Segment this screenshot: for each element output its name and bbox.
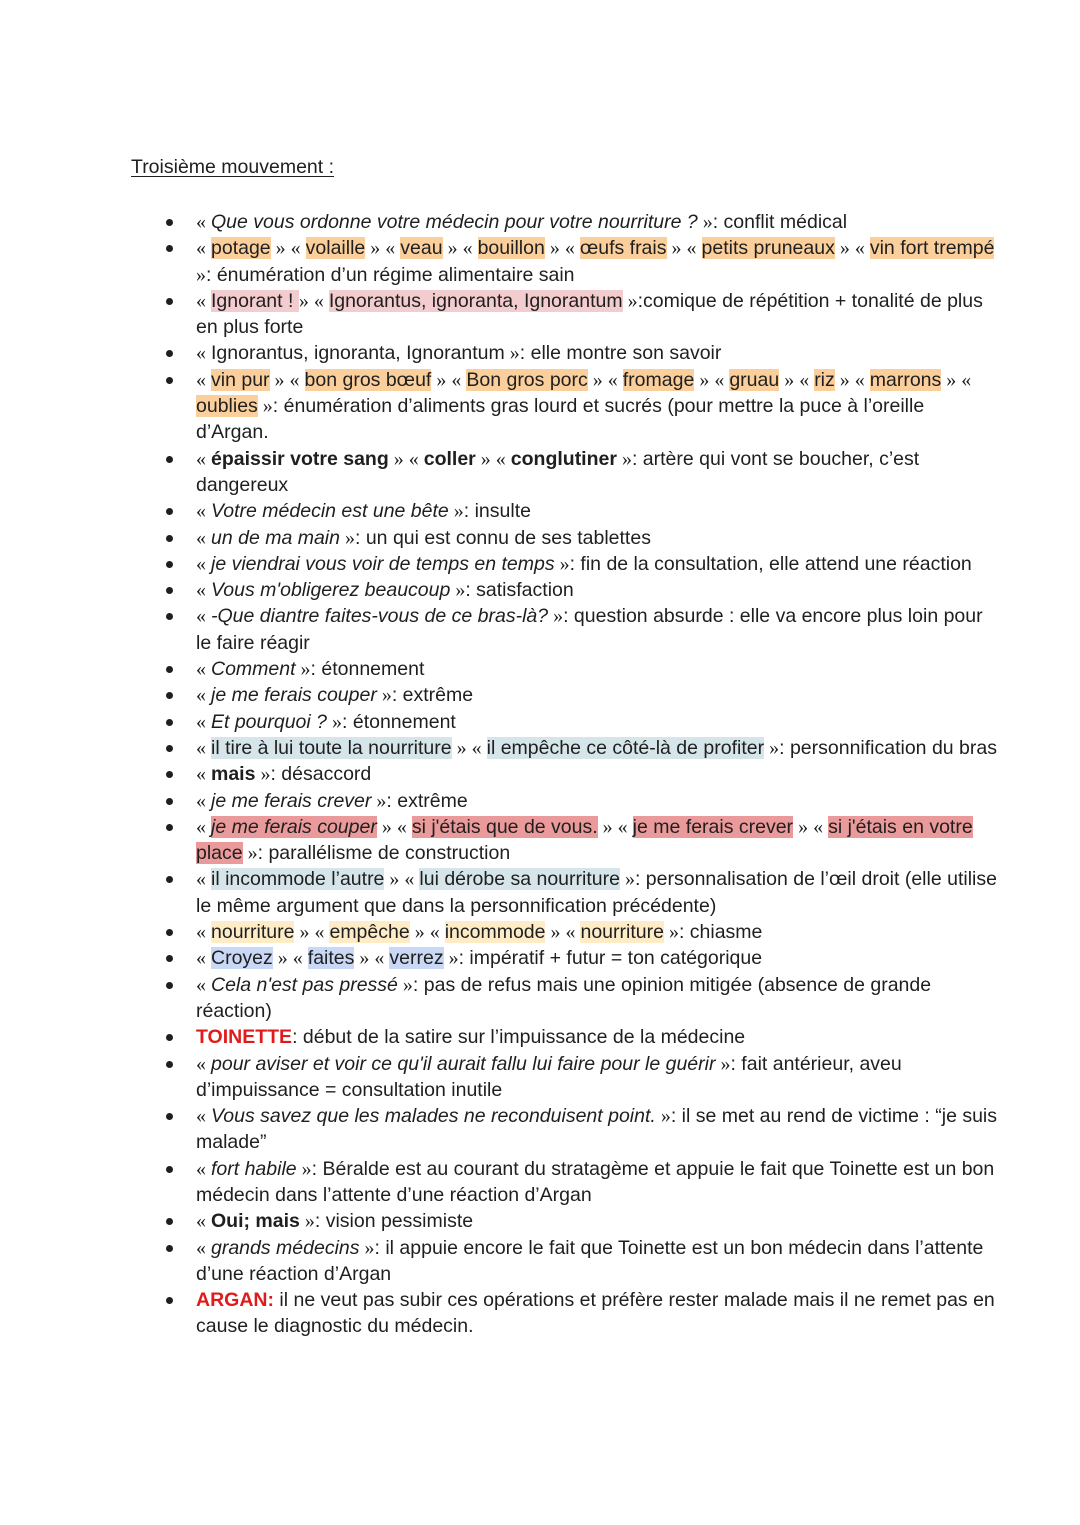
note-item <box>0 761 1000 787</box>
note-text: :comique de répétition + tonalité de plus en plus forte <box>196 289 983 339</box>
quote-marks: « <box>196 526 211 549</box>
quote-marks: » « <box>431 368 467 391</box>
quote-marks: » « <box>941 368 972 391</box>
note-text: : extrême <box>386 789 468 812</box>
note-text: : extrême <box>391 684 474 707</box>
quote-marks: « <box>196 447 211 470</box>
note-text: : un qui est connu de ses tablettes <box>355 526 651 549</box>
quote-marks: » « <box>544 237 580 260</box>
quote-italic: fort habile <box>211 1157 297 1180</box>
note-item <box>0 340 1000 366</box>
note-text: : conflit médical <box>712 211 848 233</box>
quote-marks: « <box>196 1157 211 1180</box>
quote-marks: » « <box>834 237 870 260</box>
highlighted-term: volaille <box>305 237 366 260</box>
quote-marks: » « <box>666 237 702 260</box>
quote-marks: » <box>397 973 413 996</box>
note-text: : début de la satire sur l’impuissance de la médecine <box>292 1026 746 1049</box>
highlighted-term: faites <box>307 947 355 970</box>
highlighted-term: bouillon <box>477 237 545 260</box>
note-item <box>0 814 1000 867</box>
quote-marks: « <box>196 579 211 602</box>
highlighted-term: nourriture <box>211 921 295 944</box>
quote-marks: « <box>196 658 211 681</box>
speaker-name: ARGAN: <box>196 1289 274 1312</box>
quote-italic: pour aviser et voir ce qu'il aurait fallu lui faire pour le guérir <box>211 1052 716 1075</box>
quote-italic: -Que diantre faites-vous de ce bras-là? <box>211 605 549 628</box>
quote-marks: » « <box>298 289 329 312</box>
note-text: : impératif + futur = ton catégorique <box>458 947 763 970</box>
quote-marks: » « <box>793 815 829 838</box>
quote-bold: conglutiner <box>510 447 617 470</box>
note-text: : Béralde est au courant du stratagème et appuie le fait que Toinette est un bon médecin dans l’attente d’une réaction d’Argan <box>196 1157 995 1206</box>
quote-bold: coller <box>423 447 476 470</box>
highlighted-term: empêche <box>329 921 410 944</box>
quote-marks: » <box>242 842 258 865</box>
quote-marks: » « <box>451 736 487 759</box>
quote-marks: » <box>655 1105 671 1128</box>
note-item <box>0 446 1000 499</box>
quote-marks: « <box>196 763 211 786</box>
quote-marks: » <box>504 342 520 365</box>
highlighted-term: Ignorant ! <box>211 289 299 312</box>
quote-bold: Oui; mais <box>211 1210 300 1233</box>
quote-italic: Comment <box>211 658 296 681</box>
note-item <box>0 1103 1000 1156</box>
note-item <box>0 919 1000 945</box>
quote-marks: » <box>622 289 638 312</box>
note-item <box>0 682 1000 708</box>
quote-italic: un de ma main <box>211 526 340 549</box>
highlighted-term: riz <box>814 368 835 391</box>
note-text: : question absurde : elle va encore plus loin pour le faire réagir <box>196 605 983 654</box>
highlighted-term: nourriture <box>580 921 664 944</box>
note-text: : insulte <box>463 500 531 523</box>
note-text: : elle montre son savoir <box>519 342 722 365</box>
quote-marks: » <box>548 605 564 628</box>
quote-marks: « <box>196 605 211 628</box>
quote-marks: » « <box>376 815 412 838</box>
quote-marks: » « <box>294 921 330 944</box>
note-text: : artère qui vont se boucher, c’est dangereux <box>196 447 920 496</box>
quote-marks: « <box>196 789 211 812</box>
quote-marks: « <box>196 815 211 838</box>
note-text: : fin de la consultation, elle attend une réaction <box>569 552 972 575</box>
note-text: : personnification du bras <box>779 736 997 759</box>
quote-marks: « <box>196 1236 211 1259</box>
quote-marks: » <box>663 921 679 944</box>
highlighted-term: il incommode l’autre <box>211 868 385 891</box>
quote-marks: » <box>715 1052 731 1075</box>
quote-italic: je viendrai vous voir de temps en temps <box>211 552 555 575</box>
quote-italic: Et pourquoi ? <box>211 710 328 733</box>
quote-marks: » <box>619 868 635 891</box>
quote-italic: je me ferais couper <box>211 684 377 707</box>
highlighted-term: si j'étais que de vous. <box>411 815 598 838</box>
quote-marks: » <box>327 710 343 733</box>
note-item <box>0 972 1000 1025</box>
highlighted-term: œufs frais <box>579 237 667 260</box>
quote-marks: » <box>616 447 632 470</box>
note-item <box>0 788 1000 814</box>
note-item <box>0 945 1000 971</box>
note-text: : énumération d’aliments gras lourd et sucrés (pour mettre la puce à l’oreille d’Argan. <box>196 395 925 444</box>
note-item <box>0 1024 1000 1050</box>
quote-italic: Vous savez que les malades ne reconduisent point. <box>211 1105 656 1128</box>
note-text: : il appuie encore le fait que Toinette est un bon médecin dans l’attente d’une réaction d’Argan <box>196 1236 984 1285</box>
quote-marks: » « <box>779 368 815 391</box>
note-text: : étonnement <box>310 658 425 681</box>
quote-marks: » <box>295 658 311 681</box>
note-text: : personnalisation de l’œil droit (elle utilise le même argument que dans la personnification précédente) <box>196 868 997 917</box>
quote-italic: je me ferais crever <box>211 789 372 812</box>
highlighted-term: vin fort trempé <box>869 237 995 260</box>
quote-marks: » « <box>270 237 306 260</box>
note-text: : désaccord <box>270 763 372 786</box>
note-item <box>0 1208 1000 1234</box>
highlighted-term: Bon gros porc <box>466 368 588 391</box>
note-text: : vision pessimiste <box>314 1210 474 1233</box>
quote-marks: « <box>196 947 211 970</box>
note-text: : fait antérieur, aveu d’impuissance = consultation inutile <box>196 1052 902 1101</box>
quote-marks: « <box>196 552 211 575</box>
quote-marks: » « <box>597 815 633 838</box>
quote-marks: » <box>371 789 387 812</box>
quote-marks: » « <box>694 368 730 391</box>
note-text: il ne veut pas subir ces opérations et préfère rester malade mais il ne remet pas en cause le diagnostic du médecin. <box>196 1289 995 1338</box>
quote-marks: « <box>196 1052 211 1075</box>
highlighted-term: gruau <box>729 368 780 391</box>
note-item <box>0 1287 1000 1340</box>
quote-marks: « <box>196 1210 211 1233</box>
highlighted-term: Ignorantus, ignoranta, Ignorantum <box>328 289 623 312</box>
note-item <box>0 603 1000 656</box>
quote-marks: » <box>255 763 271 786</box>
note-item <box>0 525 1000 551</box>
quote-marks: » « <box>354 947 390 970</box>
quote-marks: « <box>196 237 211 260</box>
quote-marks: « <box>196 211 211 233</box>
quote-marks: » « <box>269 368 305 391</box>
quote-marks: « <box>196 289 211 312</box>
quote-marks: » « <box>475 447 511 470</box>
highlighted-term: marrons <box>869 368 942 391</box>
quote-marks: « <box>196 868 211 891</box>
quote-marks: » <box>196 263 206 286</box>
note-item <box>0 1235 1000 1288</box>
quote-italic: grands médecins <box>211 1236 360 1259</box>
quote-marks: » <box>376 684 392 707</box>
quote-marks: « <box>196 736 211 759</box>
note-item <box>0 551 1000 577</box>
quote-marks: » « <box>384 868 420 891</box>
note-item <box>0 209 1000 235</box>
quote-marks: « <box>196 1105 211 1128</box>
note-item <box>0 656 1000 682</box>
quote-marks: » <box>764 736 780 759</box>
note-text: : pas de refus mais une opinion mitigée (absence de grande réaction) <box>196 973 932 1022</box>
highlight-red: je me ferais couper <box>211 815 377 838</box>
quote-marks: » « <box>587 368 623 391</box>
highlighted-term: si j'étais en votre place <box>196 815 973 865</box>
note-item <box>0 577 1000 603</box>
highlighted-term: il empêche ce côté-là de profiter <box>486 736 765 759</box>
quote-marks: » <box>448 500 464 523</box>
quote-marks: » <box>450 579 466 602</box>
highlighted-term: potage <box>211 237 271 260</box>
quote-marks: « <box>196 710 211 733</box>
note-text: : parallélisme de construction <box>257 842 511 865</box>
highlighted-term: verrez <box>389 947 444 970</box>
note-item <box>0 866 1000 919</box>
quote-marks: » <box>443 947 459 970</box>
quote-marks: « <box>196 500 211 523</box>
highlighted-term: petits pruneaux <box>701 237 835 260</box>
note-text: Ignorantus, ignoranta, Ignorantum <box>211 342 505 365</box>
note-item <box>0 1051 1000 1104</box>
quote-marks: » « <box>272 947 308 970</box>
highlighted-term: fromage <box>622 368 695 391</box>
quote-marks: » <box>697 211 713 233</box>
note-item <box>0 235 1000 288</box>
quote-italic: Que vous ordonne votre médecin pour votre nourriture ? <box>211 211 698 233</box>
highlighted-term: Croyez <box>211 947 273 970</box>
quote-bold: mais <box>211 763 256 786</box>
speaker-name: TOINETTE <box>196 1026 293 1049</box>
note-item <box>0 367 1000 446</box>
quote-marks: » <box>296 1157 312 1180</box>
note-text: : étonnement <box>342 710 456 733</box>
section-heading: Troisième mouvement : <box>131 156 335 178</box>
note-item <box>0 709 1000 735</box>
quote-marks: » « <box>834 368 870 391</box>
quote-marks: » <box>299 1210 315 1233</box>
highlighted-term: je me ferais crever <box>632 815 794 838</box>
notes-list <box>0 209 1000 1340</box>
highlighted-term: bon gros bœuf <box>304 368 432 391</box>
note-item <box>0 498 1000 524</box>
quote-marks: » <box>257 395 273 418</box>
quote-marks: « <box>196 973 211 996</box>
quote-italic: Vous m'obligerez beaucoup <box>211 579 451 602</box>
quote-marks: « <box>196 684 211 707</box>
quote-marks: « <box>196 921 211 944</box>
note-item <box>0 1156 1000 1209</box>
quote-marks: » <box>554 552 570 575</box>
note-item <box>0 735 1000 761</box>
quote-marks: » <box>359 1236 375 1259</box>
quote-marks: « <box>196 342 211 365</box>
note-text: : il se met au rend de victime : “je suis malade” <box>196 1105 998 1154</box>
highlighted-term: il tire à lui toute la nourriture <box>211 736 452 759</box>
quote-bold: épaissir votre sang <box>211 447 389 470</box>
quote-marks: » « <box>365 237 401 260</box>
quote-italic: Cela n'est pas pressé <box>211 973 398 996</box>
highlighted-term: veau <box>400 237 443 260</box>
quote-marks: » <box>340 526 355 549</box>
note-item <box>0 288 1000 341</box>
quote-italic: Votre médecin est une bête <box>211 500 449 523</box>
quote-marks: » « <box>409 921 445 944</box>
note-text: : chiasme <box>678 921 763 944</box>
highlighted-term: lui dérobe sa nourriture <box>419 868 620 891</box>
quote-marks: » « <box>388 447 424 470</box>
highlighted-term: vin pur <box>211 368 270 391</box>
note-text: : énumération d’un régime alimentaire sain <box>206 263 575 286</box>
note-text: : satisfaction <box>465 579 574 602</box>
highlighted-term: oublies <box>196 395 258 418</box>
quote-marks: « <box>196 368 211 391</box>
quote-marks: » « <box>545 921 581 944</box>
quote-marks: » « <box>442 237 478 260</box>
highlighted-term: incommode <box>444 921 546 944</box>
